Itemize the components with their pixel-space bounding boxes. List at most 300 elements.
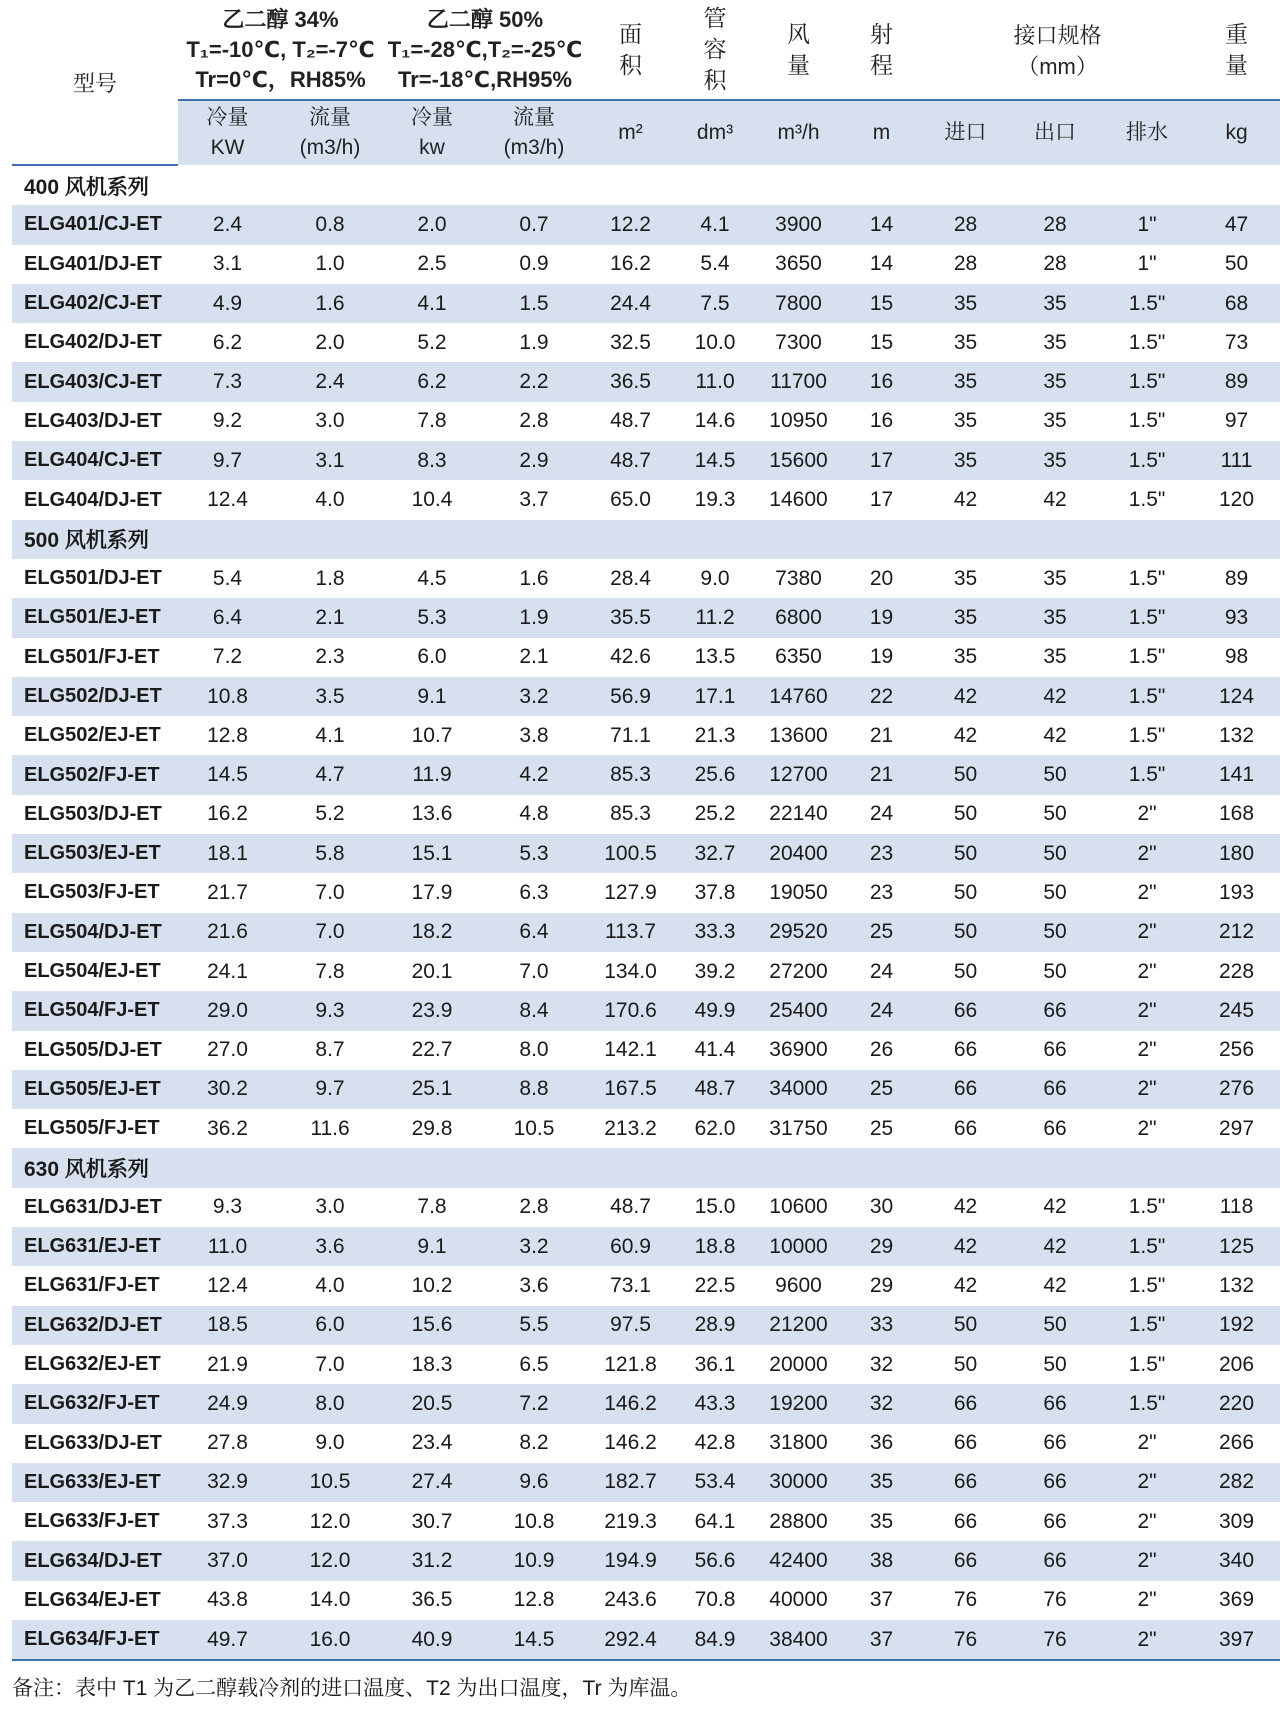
value-cell: 19 [869, 645, 894, 669]
value-cell: 31750 [769, 1116, 828, 1140]
sub-outlet: 出口 [1009, 100, 1101, 165]
value-cell: 18.8 [674, 1227, 756, 1266]
value-cell: 22 [841, 677, 922, 716]
value-cell: 142.1 [604, 1038, 657, 1062]
value-cell: 14.5 [481, 1620, 587, 1660]
value-cell: 19 [841, 598, 922, 637]
value-cell: 6.2 [212, 330, 243, 354]
header-row-sub [12, 100, 1280, 165]
value-cell: 50 [1043, 880, 1067, 904]
value-cell: 6.0 [277, 1306, 383, 1345]
value-cell: 14 [841, 205, 922, 244]
value-cell: 32.9 [178, 1463, 277, 1502]
value-cell: 0.9 [519, 252, 549, 276]
value-cell: 43.3 [674, 1384, 756, 1423]
value-cell: 5.4 [700, 252, 730, 276]
value-cell: 15.6 [383, 1306, 481, 1345]
value-cell: 1.5" [1101, 598, 1193, 637]
value-cell: 7.3 [178, 362, 277, 401]
value-cell: 220 [1193, 1384, 1280, 1423]
value-cell: 47 [1193, 205, 1280, 244]
table-row [12, 402, 1280, 441]
value-cell: 1" [1101, 205, 1193, 244]
value-cell: 4.0 [315, 488, 345, 512]
table-row [12, 559, 1280, 598]
value-cell: 3.6 [277, 1227, 383, 1266]
value-cell: 66 [1043, 1038, 1067, 1062]
value-cell: 25 [869, 1116, 894, 1140]
value-cell: 40000 [769, 1588, 828, 1612]
value-cell: 28.9 [674, 1306, 756, 1345]
value-cell: 35 [1043, 330, 1067, 354]
sub-flow-34-unit: (m3/h) [299, 136, 361, 159]
value-cell: 1.5" [1101, 284, 1193, 323]
value-cell: 66 [1043, 1116, 1067, 1140]
table-row [12, 873, 1280, 912]
value-cell: 35 [1009, 362, 1101, 401]
value-cell: 132 [1219, 723, 1255, 747]
value-cell: 11.0 [674, 362, 756, 401]
value-cell: 2" [1101, 834, 1193, 873]
value-cell: 2" [1137, 1588, 1157, 1612]
value-cell: 6.4 [178, 598, 277, 637]
value-cell: 35 [953, 330, 978, 354]
value-cell: 37.0 [178, 1541, 277, 1580]
model-cell: ELG501/EJ-ET [12, 598, 178, 637]
value-cell: 37 [841, 1620, 922, 1660]
sub-flow-34 [277, 100, 383, 165]
value-cell: 25.6 [674, 755, 756, 794]
value-cell: 1" [1137, 252, 1157, 276]
sub-cap-34-unit: KW [210, 136, 245, 159]
value-cell: 2" [1137, 1116, 1157, 1140]
value-cell: 11.6 [310, 1116, 350, 1140]
value-cell: 28800 [769, 1509, 828, 1533]
value-cell: 9.1 [383, 1227, 481, 1266]
value-cell: 66 [922, 1070, 1009, 1109]
value-cell: 21.6 [178, 913, 277, 952]
table-row [12, 677, 1280, 716]
value-cell: 170.6 [587, 991, 674, 1030]
value-cell: 66 [953, 1431, 978, 1455]
value-cell: 5.2 [315, 802, 345, 826]
header-weight-label: 重量 [1225, 20, 1249, 78]
header-tube-volume-label: 管容积 [703, 5, 727, 93]
value-cell: 28 [922, 205, 1009, 244]
model-cell: ELG402/CJ-ET [12, 284, 178, 323]
model-cell: ELG502/EJ-ET [24, 724, 161, 747]
table-row [12, 1109, 1280, 1148]
value-cell: 12.0 [277, 1541, 383, 1580]
value-cell: 48.7 [587, 441, 674, 480]
table-row [12, 245, 1280, 284]
table-header [12, 0, 1280, 165]
value-cell: 66 [953, 1509, 978, 1533]
value-cell: 2.4 [277, 362, 383, 401]
value-cell: 9.0 [315, 1431, 345, 1455]
value-cell: 42400 [756, 1541, 841, 1580]
value-cell: 89 [1224, 566, 1249, 590]
value-cell: 23.9 [383, 991, 481, 1030]
value-cell: 42 [953, 1195, 978, 1219]
model-cell: ELG633/EJ-ET [12, 1463, 178, 1502]
value-cell: 24 [841, 991, 922, 1030]
value-cell: 7.8 [315, 959, 345, 983]
value-cell: 1.5" [1101, 1384, 1193, 1423]
value-cell: 56.6 [674, 1541, 756, 1580]
value-cell: 66 [1043, 1431, 1067, 1455]
value-cell: 48.7 [674, 1070, 756, 1109]
value-cell: 6.5 [519, 1352, 549, 1376]
value-cell: 1.6 [519, 566, 549, 590]
value-cell: 20.1 [411, 959, 453, 983]
value-cell: 35 [1009, 441, 1101, 480]
value-cell: 49.9 [674, 991, 756, 1030]
value-cell: 193 [1219, 880, 1255, 904]
model-cell: ELG401/CJ-ET [12, 205, 178, 244]
value-cell: 8.8 [481, 1070, 587, 1109]
value-cell: 66 [953, 1116, 978, 1140]
model-cell: ELG632/DJ-ET [12, 1306, 178, 1345]
value-cell: 27.4 [383, 1463, 481, 1502]
value-cell: 212 [1193, 913, 1280, 952]
value-cell: 66 [922, 1384, 1009, 1423]
value-cell: 9600 [775, 1273, 822, 1297]
value-cell: 73.1 [610, 1273, 651, 1297]
value-cell: 1.0 [315, 252, 345, 276]
value-cell: 35 [841, 1463, 922, 1502]
value-cell: 297 [1219, 1116, 1255, 1140]
value-cell: 14.6 [694, 409, 736, 433]
table-row [12, 362, 1280, 401]
table-body [12, 165, 1280, 1660]
value-cell: 7300 [775, 330, 822, 354]
value-cell: 3.1 [277, 441, 383, 480]
value-cell: 2.5 [417, 252, 447, 276]
value-cell: 31800 [769, 1431, 828, 1455]
model-cell: ELG404/DJ-ET [24, 488, 162, 511]
table-row [12, 284, 1280, 323]
model-cell: ELG631/FJ-ET [24, 1274, 160, 1297]
value-cell: 10.9 [481, 1541, 587, 1580]
value-cell: 168 [1219, 802, 1255, 826]
value-cell: 53.4 [674, 1463, 756, 1502]
value-cell: 6.4 [481, 913, 587, 952]
value-cell: 30 [869, 1195, 894, 1219]
value-cell: 2" [1101, 1541, 1193, 1580]
sub-volume-unit: dm³ [674, 100, 756, 165]
value-cell: 41.4 [694, 1038, 736, 1062]
value-cell: 21.3 [694, 723, 736, 747]
value-cell: 32.5 [610, 330, 651, 354]
value-cell: 9.1 [383, 677, 481, 716]
value-cell: 29520 [756, 913, 841, 952]
value-cell: 10.0 [694, 330, 736, 354]
value-cell: 12700 [756, 755, 841, 794]
value-cell: 15.1 [383, 834, 481, 873]
table-row [12, 716, 1280, 755]
model-cell: ELG504/EJ-ET [24, 960, 161, 983]
sub-airflow-unit: m³/h [756, 100, 841, 165]
value-cell: 42.8 [694, 1431, 736, 1455]
value-cell: 180 [1193, 834, 1280, 873]
value-cell: 50 [1043, 1352, 1067, 1376]
value-cell: 3.1 [212, 252, 243, 276]
value-cell: 192 [1193, 1306, 1280, 1345]
value-cell: 5.2 [417, 330, 447, 354]
value-cell: 1.6 [277, 284, 383, 323]
header-model-label: 型号 [72, 70, 117, 96]
value-cell: 48.7 [610, 1195, 651, 1219]
value-cell: 1.5" [1128, 330, 1166, 354]
value-cell: 35 [922, 284, 1009, 323]
table-row [12, 1306, 1280, 1345]
value-cell: 4.2 [481, 755, 587, 794]
value-cell: 17 [841, 441, 922, 480]
value-cell: 8.0 [519, 1038, 549, 1062]
value-cell: 50 [922, 834, 1009, 873]
value-cell: 369 [1219, 1588, 1255, 1612]
value-cell: 146.2 [604, 1431, 657, 1455]
model-cell: ELG505/DJ-ET [24, 1038, 162, 1061]
value-cell: 64.1 [694, 1509, 736, 1533]
value-cell: 2.2 [481, 362, 587, 401]
value-cell: 25 [841, 913, 922, 952]
value-cell: 11700 [756, 362, 841, 401]
value-cell: 70.8 [694, 1588, 736, 1612]
value-cell: 18.1 [178, 834, 277, 873]
value-cell: 3.0 [315, 409, 345, 433]
model-cell: ELG502/DJ-ET [12, 677, 178, 716]
table-row [12, 1463, 1280, 1502]
table-row [12, 323, 1280, 362]
value-cell: 1.5" [1101, 755, 1193, 794]
value-cell: 12.8 [207, 723, 248, 747]
value-cell: 113.7 [587, 913, 674, 952]
sub-cap-34-label: 冷量 [206, 106, 249, 129]
value-cell: 28 [1009, 205, 1101, 244]
value-cell: 6.0 [417, 645, 447, 669]
value-cell: 9.6 [481, 1463, 587, 1502]
model-cell: ELG505/EJ-ET [12, 1070, 178, 1109]
glycol-50-temps: T₁=-28℃,T₂=-25℃ [387, 36, 583, 62]
value-cell: 8.3 [383, 441, 481, 480]
value-cell: 3650 [775, 252, 822, 276]
value-cell: 97.5 [587, 1306, 674, 1345]
value-cell: 11.9 [383, 755, 481, 794]
value-cell: 50 [953, 880, 978, 904]
value-cell: 42 [922, 677, 1009, 716]
value-cell: 14 [869, 252, 894, 276]
value-cell: 73 [1224, 330, 1249, 354]
value-cell: 24 [869, 802, 894, 826]
value-cell: 7.0 [315, 1352, 345, 1376]
value-cell: 1.9 [481, 598, 587, 637]
value-cell: 20000 [769, 1352, 828, 1376]
value-cell: 32 [869, 1352, 894, 1376]
model-cell: ELG634/FJ-ET [12, 1620, 178, 1660]
header-glycol-34 [178, 0, 383, 100]
value-cell: 28.4 [610, 566, 651, 590]
sub-throw-unit: m [841, 100, 922, 165]
value-cell: 50 [1043, 959, 1067, 983]
value-cell: 12.8 [513, 1588, 555, 1612]
value-cell: 42 [922, 1227, 1009, 1266]
value-cell: 42.6 [610, 645, 651, 669]
value-cell: 65.0 [610, 488, 651, 512]
header-row-main [12, 0, 1280, 100]
value-cell: 26 [869, 1038, 894, 1062]
value-cell: 27.8 [207, 1431, 248, 1455]
header-connection [922, 0, 1193, 100]
value-cell: 4.1 [315, 723, 345, 747]
value-cell: 66 [922, 991, 1009, 1030]
value-cell: 111 [1193, 441, 1280, 480]
value-cell: 16 [841, 362, 922, 401]
value-cell: 167.5 [587, 1070, 674, 1109]
glycol-50-title: 乙二醇 50% [426, 6, 544, 32]
table-row [12, 834, 1280, 873]
value-cell: 22140 [769, 802, 828, 826]
value-cell: 2.8 [519, 1195, 549, 1219]
value-cell: 56.9 [587, 677, 674, 716]
value-cell: 11.0 [178, 1227, 277, 1266]
value-cell: 12.0 [309, 1509, 351, 1533]
value-cell: 71.1 [610, 723, 651, 747]
series-title: 630 风机系列 [12, 1148, 1280, 1187]
value-cell: 309 [1219, 1509, 1255, 1533]
value-cell: 1.9 [519, 330, 549, 354]
value-cell: 13.6 [411, 802, 453, 826]
table-row [12, 638, 1280, 677]
model-cell: ELG503/DJ-ET [24, 802, 162, 825]
model-cell: ELG633/DJ-ET [24, 1431, 162, 1454]
value-cell: 66 [1009, 991, 1101, 1030]
value-cell: 50 [1009, 834, 1101, 873]
value-cell: 2.1 [519, 645, 549, 669]
value-cell: 24 [869, 959, 894, 983]
value-cell: 35 [869, 1509, 894, 1533]
value-cell: 29 [869, 1273, 894, 1297]
value-cell: 25.2 [694, 802, 736, 826]
table-row [12, 1502, 1280, 1541]
value-cell: 21 [841, 755, 922, 794]
sub-cap-34 [178, 100, 277, 165]
value-cell: 2.9 [481, 441, 587, 480]
sub-flow-50 [481, 100, 587, 165]
header-throw-label: 射程 [870, 20, 893, 78]
value-cell: 36.5 [411, 1588, 453, 1612]
value-cell: 66 [1009, 1384, 1101, 1423]
value-cell: 1.5" [1128, 1273, 1166, 1297]
table-row [12, 1541, 1280, 1580]
value-cell: 49.7 [178, 1620, 277, 1660]
series-title: 400 风机系列 [24, 175, 149, 199]
value-cell: 8.4 [481, 991, 587, 1030]
table-row [12, 1031, 1280, 1070]
value-cell: 1.5" [1101, 1227, 1193, 1266]
value-cell: 18.5 [178, 1306, 277, 1345]
value-cell: 120 [1219, 488, 1255, 512]
value-cell: 66 [1009, 1463, 1101, 1502]
table-row [12, 1188, 1280, 1227]
value-cell: 21.9 [207, 1352, 248, 1376]
value-cell: 42 [1009, 677, 1101, 716]
value-cell: 38400 [756, 1620, 841, 1660]
value-cell: 10.8 [178, 677, 277, 716]
value-cell: 38 [841, 1541, 922, 1580]
series-header-row [12, 165, 1280, 205]
value-cell: 27.0 [207, 1038, 248, 1062]
value-cell: 4.5 [417, 566, 447, 590]
model-cell: ELG634/EJ-ET [24, 1588, 161, 1611]
value-cell: 16.0 [277, 1620, 383, 1660]
value-cell: 34000 [756, 1070, 841, 1109]
value-cell: 50 [1009, 1306, 1101, 1345]
value-cell: 16.2 [207, 802, 248, 826]
value-cell: 89 [1193, 362, 1280, 401]
value-cell: 10000 [756, 1227, 841, 1266]
value-cell: 66 [953, 1038, 978, 1062]
value-cell: 1.5" [1128, 1195, 1166, 1219]
value-cell: 42 [953, 1273, 978, 1297]
model-cell: ELG403/CJ-ET [12, 362, 178, 401]
value-cell: 23.4 [411, 1431, 453, 1455]
value-cell: 146.2 [587, 1384, 674, 1423]
value-cell: 7.0 [315, 880, 345, 904]
glycol-34-title: 乙二醇 34% [222, 6, 339, 32]
value-cell: 2" [1101, 1463, 1193, 1502]
value-cell: 85.3 [587, 755, 674, 794]
value-cell: 19200 [756, 1384, 841, 1423]
header-connection-title: 接口规格 [1013, 22, 1102, 48]
value-cell: 35 [953, 645, 978, 669]
value-cell: 50 [1043, 802, 1067, 826]
value-cell: 37.3 [207, 1509, 248, 1533]
value-cell: 4.9 [178, 284, 277, 323]
model-cell: ELG401/DJ-ET [24, 252, 162, 275]
value-cell: 4.1 [674, 205, 756, 244]
value-cell: 10600 [769, 1195, 828, 1219]
model-cell: ELG504/FJ-ET [12, 991, 178, 1030]
value-cell: 10.8 [513, 1509, 555, 1533]
value-cell: 245 [1193, 991, 1280, 1030]
value-cell: 1.8 [315, 566, 345, 590]
value-cell: 16 [869, 409, 894, 433]
header-airflow-label: 风量 [787, 20, 810, 78]
value-cell: 35 [1043, 409, 1067, 433]
model-cell: ELG503/EJ-ET [12, 834, 178, 873]
value-cell: 36.2 [207, 1116, 248, 1140]
value-cell: 10950 [769, 409, 828, 433]
value-cell: 125 [1193, 1227, 1280, 1266]
value-cell: 35 [922, 362, 1009, 401]
value-cell: 29.8 [411, 1116, 453, 1140]
value-cell: 12.4 [207, 488, 248, 512]
value-cell: 42 [1009, 1227, 1101, 1266]
sub-flow-50-unit: (m3/h) [503, 136, 565, 159]
value-cell: 84.9 [674, 1620, 756, 1660]
value-cell: 15 [841, 284, 922, 323]
value-cell: 36 [869, 1431, 894, 1455]
value-cell: 17 [869, 488, 894, 512]
value-cell: 8.0 [277, 1384, 383, 1423]
value-cell: 1.5" [1128, 1352, 1166, 1376]
value-cell: 19050 [769, 880, 828, 904]
model-cell: ELG503/FJ-ET [24, 881, 160, 904]
table-row [12, 1424, 1280, 1463]
table-row [12, 1384, 1280, 1423]
